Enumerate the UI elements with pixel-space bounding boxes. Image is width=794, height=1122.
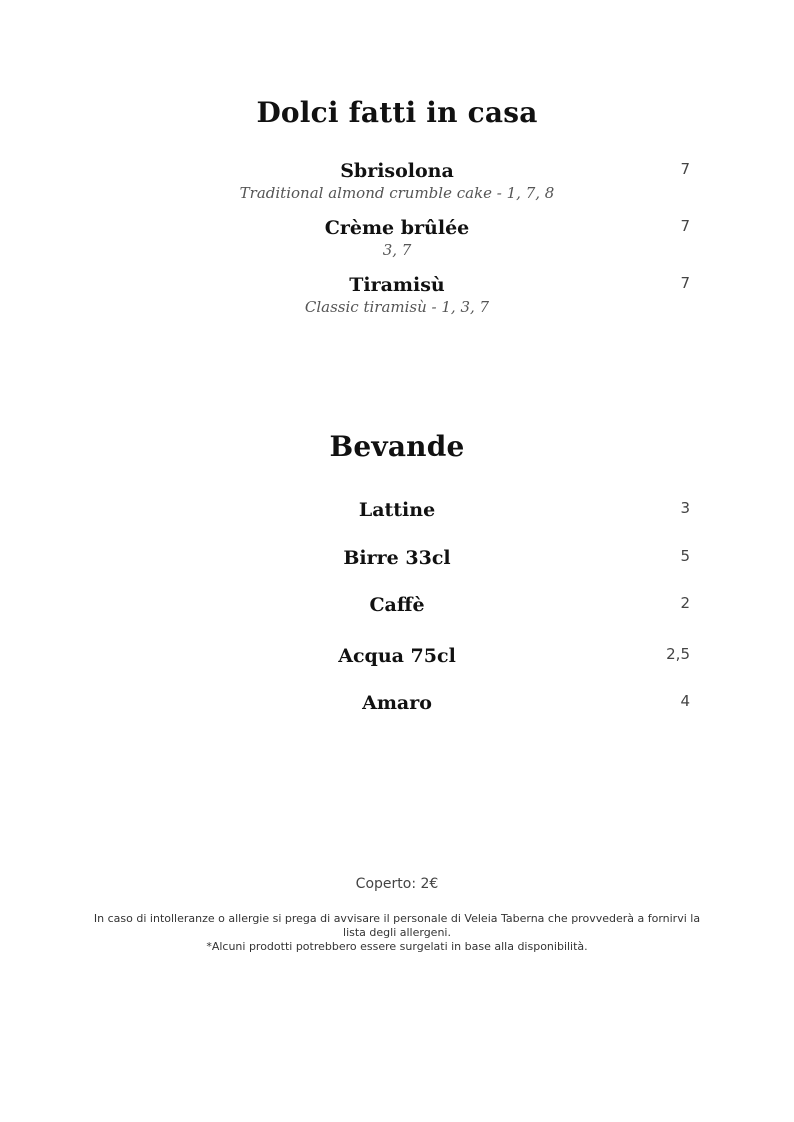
allergy-notice: [90, 912, 704, 954]
drinks-section-title: Bevande: [329, 430, 465, 463]
item-name: Lattine: [358, 499, 436, 521]
item-price: 5: [680, 547, 690, 565]
item-price: 3: [680, 499, 690, 517]
desserts-section-title: Dolci fatti in casa: [256, 96, 538, 129]
frozen-notice-text: *Alcuni prodotti potrebbero essere surgelati in base alla disponibilità.: [206, 940, 588, 953]
item-name: Birre 33cl: [343, 547, 451, 569]
item-price: 2: [680, 594, 690, 612]
item-description: Traditional almond crumble cake - 1, 7, 8: [239, 184, 555, 202]
item-price: 4: [680, 692, 690, 710]
cover-charge: Coperto: 2€: [355, 876, 439, 892]
item-name: Amaro: [362, 692, 432, 714]
item-description: Classic tiramisù - 1, 3, 7: [304, 298, 490, 316]
item-price: 2,5: [666, 645, 690, 663]
item-name: Tiramisù: [349, 274, 445, 296]
item-price: 7: [680, 217, 690, 235]
item-name: Sbrisolona: [340, 160, 454, 182]
item-price: 7: [680, 160, 690, 178]
item-price: 7: [680, 274, 690, 292]
item-name: Caffè: [369, 594, 425, 616]
item-description: 3, 7: [382, 241, 412, 259]
item-name: Crème brûlée: [324, 217, 470, 239]
allergy-notice-text: In caso di intolleranze o allergie si prega di avvisare il personale di Veleia Taberna che provvederà a fornirvi la lista degli allergeni.: [93, 912, 701, 939]
item-name: Acqua 75cl: [338, 645, 456, 667]
